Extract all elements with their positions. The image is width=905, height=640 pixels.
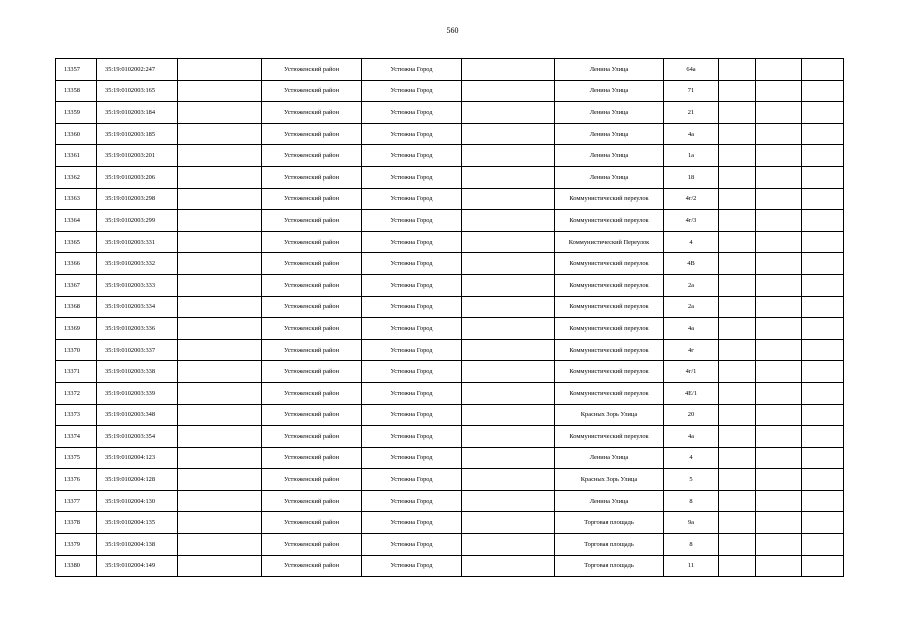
empty-cell (462, 469, 555, 491)
empty-cell (719, 339, 756, 361)
row-number-cell: 13363 (56, 188, 97, 210)
district-cell: Устюженский район (262, 188, 362, 210)
empty-cell (462, 231, 555, 253)
empty-cell (178, 296, 262, 318)
house-number-cell: 18 (664, 166, 719, 188)
house-number-cell: 5 (664, 469, 719, 491)
empty-cell (802, 555, 844, 577)
row-number-cell: 13361 (56, 145, 97, 167)
empty-cell (756, 361, 802, 383)
house-number-cell: 4г/2 (664, 188, 719, 210)
city-cell: Устюжна Город (362, 274, 462, 296)
empty-cell (756, 102, 802, 124)
empty-cell (756, 404, 802, 426)
city-cell: Устюжна Город (362, 102, 462, 124)
house-number-cell: 20 (664, 404, 719, 426)
table-row (56, 145, 844, 167)
empty-cell (462, 166, 555, 188)
city-cell: Устюжна Город (362, 80, 462, 102)
empty-cell (719, 80, 756, 102)
district-cell: Устюженский район (262, 382, 362, 404)
empty-cell (719, 404, 756, 426)
street-cell: Коммунистический переулок (555, 339, 664, 361)
city-cell: Устюжна Город (362, 361, 462, 383)
empty-cell (756, 426, 802, 448)
empty-cell (719, 318, 756, 340)
empty-cell (178, 404, 262, 426)
district-cell: Устюженский район (262, 253, 362, 275)
cadastral-number-cell: 35:19:0102003:348 (97, 404, 178, 426)
empty-cell (719, 490, 756, 512)
street-cell: Коммунистический переулок (555, 318, 664, 340)
page-number: 560 (446, 26, 459, 35)
city-cell: Устюжна Город (362, 59, 462, 81)
empty-cell (756, 339, 802, 361)
empty-cell (462, 145, 555, 167)
district-cell: Устюженский район (262, 166, 362, 188)
street-cell: Коммунистический переулок (555, 361, 664, 383)
cadastral-number-cell: 35:19:0102003:206 (97, 166, 178, 188)
empty-cell (178, 447, 262, 469)
table-row (56, 490, 844, 512)
city-cell: Устюжна Город (362, 231, 462, 253)
city-cell: Устюжна Город (362, 490, 462, 512)
table-row (56, 361, 844, 383)
table-row (56, 166, 844, 188)
empty-cell (462, 59, 555, 81)
district-cell: Устюженский район (262, 231, 362, 253)
table-row (56, 318, 844, 340)
empty-cell (719, 145, 756, 167)
empty-cell (462, 339, 555, 361)
empty-cell (802, 318, 844, 340)
table-row (56, 339, 844, 361)
table-row (56, 296, 844, 318)
empty-cell (178, 123, 262, 145)
house-number-cell: 1а (664, 145, 719, 167)
street-cell: Ленина Улица (555, 145, 664, 167)
street-cell: Ленина Улица (555, 447, 664, 469)
table-row (56, 447, 844, 469)
table-row (56, 534, 844, 556)
empty-cell (719, 123, 756, 145)
street-cell: Ленина Улица (555, 80, 664, 102)
row-number-cell: 13373 (56, 404, 97, 426)
house-number-cell: 4а (664, 123, 719, 145)
empty-cell (719, 296, 756, 318)
empty-cell (178, 274, 262, 296)
row-number-cell: 13378 (56, 512, 97, 534)
row-number-cell: 13380 (56, 555, 97, 577)
cadastral-number-cell: 35:19:0102003:184 (97, 102, 178, 124)
district-cell: Устюженский район (262, 102, 362, 124)
empty-cell (802, 534, 844, 556)
empty-cell (756, 274, 802, 296)
city-cell: Устюжна Город (362, 318, 462, 340)
empty-cell (462, 426, 555, 448)
empty-cell (178, 469, 262, 491)
empty-cell (462, 447, 555, 469)
street-cell: Красных Зорь Улица (555, 469, 664, 491)
empty-cell (178, 555, 262, 577)
table-row (56, 253, 844, 275)
district-cell: Устюженский район (262, 404, 362, 426)
street-cell: Торговая площадь (555, 534, 664, 556)
house-number-cell: 4г/1 (664, 361, 719, 383)
row-number-cell: 13370 (56, 339, 97, 361)
empty-cell (719, 447, 756, 469)
street-cell: Ленина Улица (555, 102, 664, 124)
empty-cell (462, 296, 555, 318)
street-cell: Торговая площадь (555, 512, 664, 534)
empty-cell (462, 490, 555, 512)
empty-cell (756, 188, 802, 210)
city-cell: Устюжна Город (362, 469, 462, 491)
street-cell: Коммунистический переулок (555, 188, 664, 210)
row-number-cell: 13362 (56, 166, 97, 188)
empty-cell (719, 426, 756, 448)
house-number-cell: 8 (664, 534, 719, 556)
cadastral-number-cell: 35:19:0102003:201 (97, 145, 178, 167)
empty-cell (178, 339, 262, 361)
row-number-cell: 13358 (56, 80, 97, 102)
empty-cell (802, 469, 844, 491)
row-number-cell: 13365 (56, 231, 97, 253)
row-number-cell: 13377 (56, 490, 97, 512)
empty-cell (802, 145, 844, 167)
city-cell: Устюжна Город (362, 447, 462, 469)
empty-cell (756, 59, 802, 81)
empty-cell (756, 512, 802, 534)
district-cell: Устюженский район (262, 274, 362, 296)
empty-cell (462, 274, 555, 296)
table-row (56, 59, 844, 81)
district-cell: Устюженский район (262, 534, 362, 556)
empty-cell (756, 318, 802, 340)
row-number-cell: 13368 (56, 296, 97, 318)
empty-cell (756, 469, 802, 491)
row-number-cell: 13371 (56, 361, 97, 383)
empty-cell (178, 145, 262, 167)
district-cell: Устюженский район (262, 145, 362, 167)
empty-cell (178, 102, 262, 124)
house-number-cell: 64а (664, 59, 719, 81)
empty-cell (802, 210, 844, 232)
empty-cell (756, 534, 802, 556)
house-number-cell: 4Е/1 (664, 382, 719, 404)
empty-cell (802, 382, 844, 404)
table-row (56, 80, 844, 102)
registry-table (55, 58, 844, 577)
table-row (56, 102, 844, 124)
house-number-cell: 8 (664, 490, 719, 512)
house-number-cell: 4а (664, 426, 719, 448)
district-cell: Устюженский район (262, 512, 362, 534)
row-number-cell: 13376 (56, 469, 97, 491)
district-cell: Устюженский район (262, 555, 362, 577)
house-number-cell: 4г (664, 339, 719, 361)
empty-cell (802, 80, 844, 102)
empty-cell (802, 361, 844, 383)
cadastral-number-cell: 35:19:0102003:337 (97, 339, 178, 361)
empty-cell (462, 534, 555, 556)
city-cell: Устюжна Город (362, 296, 462, 318)
empty-cell (719, 253, 756, 275)
row-number-cell: 13372 (56, 382, 97, 404)
cadastral-number-cell: 35:19:0102004:149 (97, 555, 178, 577)
empty-cell (802, 253, 844, 275)
district-cell: Устюженский район (262, 469, 362, 491)
empty-cell (756, 231, 802, 253)
cadastral-number-cell: 35:19:0102003:332 (97, 253, 178, 275)
cadastral-number-cell: 35:19:0102003:185 (97, 123, 178, 145)
empty-cell (719, 469, 756, 491)
empty-cell (756, 490, 802, 512)
district-cell: Устюженский район (262, 296, 362, 318)
empty-cell (719, 274, 756, 296)
empty-cell (756, 296, 802, 318)
table-row (56, 123, 844, 145)
empty-cell (178, 426, 262, 448)
city-cell: Устюжна Город (362, 145, 462, 167)
empty-cell (719, 166, 756, 188)
street-cell: Коммунистический переулок (555, 426, 664, 448)
empty-cell (462, 253, 555, 275)
cadastral-number-cell: 35:19:0102004:123 (97, 447, 178, 469)
row-number-cell: 13379 (56, 534, 97, 556)
empty-cell (719, 382, 756, 404)
district-cell: Устюженский район (262, 339, 362, 361)
district-cell: Устюженский район (262, 123, 362, 145)
table-row (56, 274, 844, 296)
table-row (56, 231, 844, 253)
street-cell: Торговая площадь (555, 555, 664, 577)
district-cell: Устюженский район (262, 447, 362, 469)
city-cell: Устюжна Город (362, 512, 462, 534)
row-number-cell: 13357 (56, 59, 97, 81)
empty-cell (802, 339, 844, 361)
city-cell: Устюжна Город (362, 382, 462, 404)
empty-cell (802, 404, 844, 426)
empty-cell (462, 555, 555, 577)
street-cell: Ленина Улица (555, 123, 664, 145)
empty-cell (178, 166, 262, 188)
empty-cell (462, 382, 555, 404)
street-cell: Ленина Улица (555, 166, 664, 188)
cadastral-number-cell: 35:19:0102003:331 (97, 231, 178, 253)
empty-cell (756, 253, 802, 275)
table-row (56, 469, 844, 491)
city-cell: Устюжна Город (362, 188, 462, 210)
house-number-cell: 4 (664, 447, 719, 469)
empty-cell (462, 210, 555, 232)
row-number-cell: 13374 (56, 426, 97, 448)
empty-cell (719, 210, 756, 232)
empty-cell (462, 512, 555, 534)
empty-cell (462, 404, 555, 426)
empty-cell (462, 361, 555, 383)
empty-cell (719, 188, 756, 210)
house-number-cell: 4а (664, 318, 719, 340)
city-cell: Устюжна Город (362, 253, 462, 275)
empty-cell (462, 102, 555, 124)
street-cell: Ленина Улица (555, 59, 664, 81)
table-row (56, 404, 844, 426)
cadastral-number-cell: 35:19:0102003:333 (97, 274, 178, 296)
city-cell: Устюжна Город (362, 339, 462, 361)
empty-cell (802, 231, 844, 253)
cadastral-number-cell: 35:19:0102003:299 (97, 210, 178, 232)
city-cell: Устюжна Город (362, 210, 462, 232)
house-number-cell: 71 (664, 80, 719, 102)
empty-cell (178, 80, 262, 102)
registry-body (56, 59, 844, 577)
street-cell: Красных Зорь Улица (555, 404, 664, 426)
city-cell: Устюжна Город (362, 166, 462, 188)
empty-cell (462, 123, 555, 145)
empty-cell (802, 166, 844, 188)
empty-cell (719, 102, 756, 124)
row-number-cell: 13375 (56, 447, 97, 469)
empty-cell (178, 382, 262, 404)
house-number-cell: 9а (664, 512, 719, 534)
empty-cell (756, 382, 802, 404)
empty-cell (719, 534, 756, 556)
empty-cell (756, 80, 802, 102)
cadastral-number-cell: 35:19:0102003:334 (97, 296, 178, 318)
city-cell: Устюжна Город (362, 534, 462, 556)
empty-cell (756, 145, 802, 167)
city-cell: Устюжна Город (362, 426, 462, 448)
empty-cell (719, 231, 756, 253)
empty-cell (802, 447, 844, 469)
row-number-cell: 13364 (56, 210, 97, 232)
cadastral-number-cell: 35:19:0102004:130 (97, 490, 178, 512)
city-cell: Устюжна Город (362, 404, 462, 426)
cadastral-number-cell: 35:19:0102003:339 (97, 382, 178, 404)
empty-cell (802, 490, 844, 512)
empty-cell (178, 361, 262, 383)
cadastral-number-cell: 35:19:0102003:338 (97, 361, 178, 383)
empty-cell (719, 361, 756, 383)
empty-cell (462, 80, 555, 102)
district-cell: Устюженский район (262, 361, 362, 383)
street-cell: Коммунистический переулок (555, 296, 664, 318)
table-row (56, 382, 844, 404)
empty-cell (178, 490, 262, 512)
street-cell: Ленина Улица (555, 490, 664, 512)
empty-cell (178, 534, 262, 556)
empty-cell (802, 59, 844, 81)
cadastral-number-cell: 35:19:0102003:336 (97, 318, 178, 340)
district-cell: Устюженский район (262, 490, 362, 512)
city-cell: Устюжна Город (362, 555, 462, 577)
empty-cell (802, 426, 844, 448)
empty-cell (462, 318, 555, 340)
empty-cell (178, 231, 262, 253)
empty-cell (756, 123, 802, 145)
cadastral-number-cell: 35:19:0102002:247 (97, 59, 178, 81)
empty-cell (178, 210, 262, 232)
empty-cell (178, 253, 262, 275)
empty-cell (719, 512, 756, 534)
house-number-cell: 4В (664, 253, 719, 275)
empty-cell (719, 555, 756, 577)
row-number-cell: 13360 (56, 123, 97, 145)
empty-cell (719, 59, 756, 81)
empty-cell (756, 447, 802, 469)
cadastral-number-cell: 35:19:0102003:165 (97, 80, 178, 102)
table-row (56, 555, 844, 577)
cadastral-number-cell: 35:19:0102003:354 (97, 426, 178, 448)
district-cell: Устюженский район (262, 318, 362, 340)
district-cell: Устюженский район (262, 210, 362, 232)
street-cell: Коммунистический Переулок (555, 231, 664, 253)
district-cell: Устюженский район (262, 59, 362, 81)
empty-cell (178, 512, 262, 534)
empty-cell (178, 318, 262, 340)
empty-cell (756, 555, 802, 577)
street-cell: Коммунистический переулок (555, 210, 664, 232)
table-row (56, 512, 844, 534)
street-cell: Коммунистический переулок (555, 382, 664, 404)
street-cell: Коммунистический переулок (555, 274, 664, 296)
table-row (56, 188, 844, 210)
cadastral-number-cell: 35:19:0102004:138 (97, 534, 178, 556)
house-number-cell: 4г/3 (664, 210, 719, 232)
street-cell: Коммунистический переулок (555, 253, 664, 275)
row-number-cell: 13359 (56, 102, 97, 124)
cadastral-number-cell: 35:19:0102004:128 (97, 469, 178, 491)
city-cell: Устюжна Город (362, 123, 462, 145)
cadastral-number-cell: 35:19:0102004:135 (97, 512, 178, 534)
empty-cell (802, 274, 844, 296)
house-number-cell: 21 (664, 102, 719, 124)
empty-cell (178, 188, 262, 210)
empty-cell (756, 166, 802, 188)
empty-cell (756, 210, 802, 232)
table-row (56, 426, 844, 448)
cadastral-number-cell: 35:19:0102003:298 (97, 188, 178, 210)
row-number-cell: 13367 (56, 274, 97, 296)
empty-cell (802, 123, 844, 145)
row-number-cell: 13366 (56, 253, 97, 275)
district-cell: Устюженский район (262, 80, 362, 102)
house-number-cell: 11 (664, 555, 719, 577)
empty-cell (802, 102, 844, 124)
empty-cell (802, 296, 844, 318)
row-number-cell: 13369 (56, 318, 97, 340)
district-cell: Устюженский район (262, 426, 362, 448)
house-number-cell: 2а (664, 274, 719, 296)
empty-cell (802, 188, 844, 210)
house-number-cell: 2а (664, 296, 719, 318)
empty-cell (462, 188, 555, 210)
empty-cell (802, 512, 844, 534)
table-row (56, 210, 844, 232)
house-number-cell: 4 (664, 231, 719, 253)
empty-cell (178, 59, 262, 81)
